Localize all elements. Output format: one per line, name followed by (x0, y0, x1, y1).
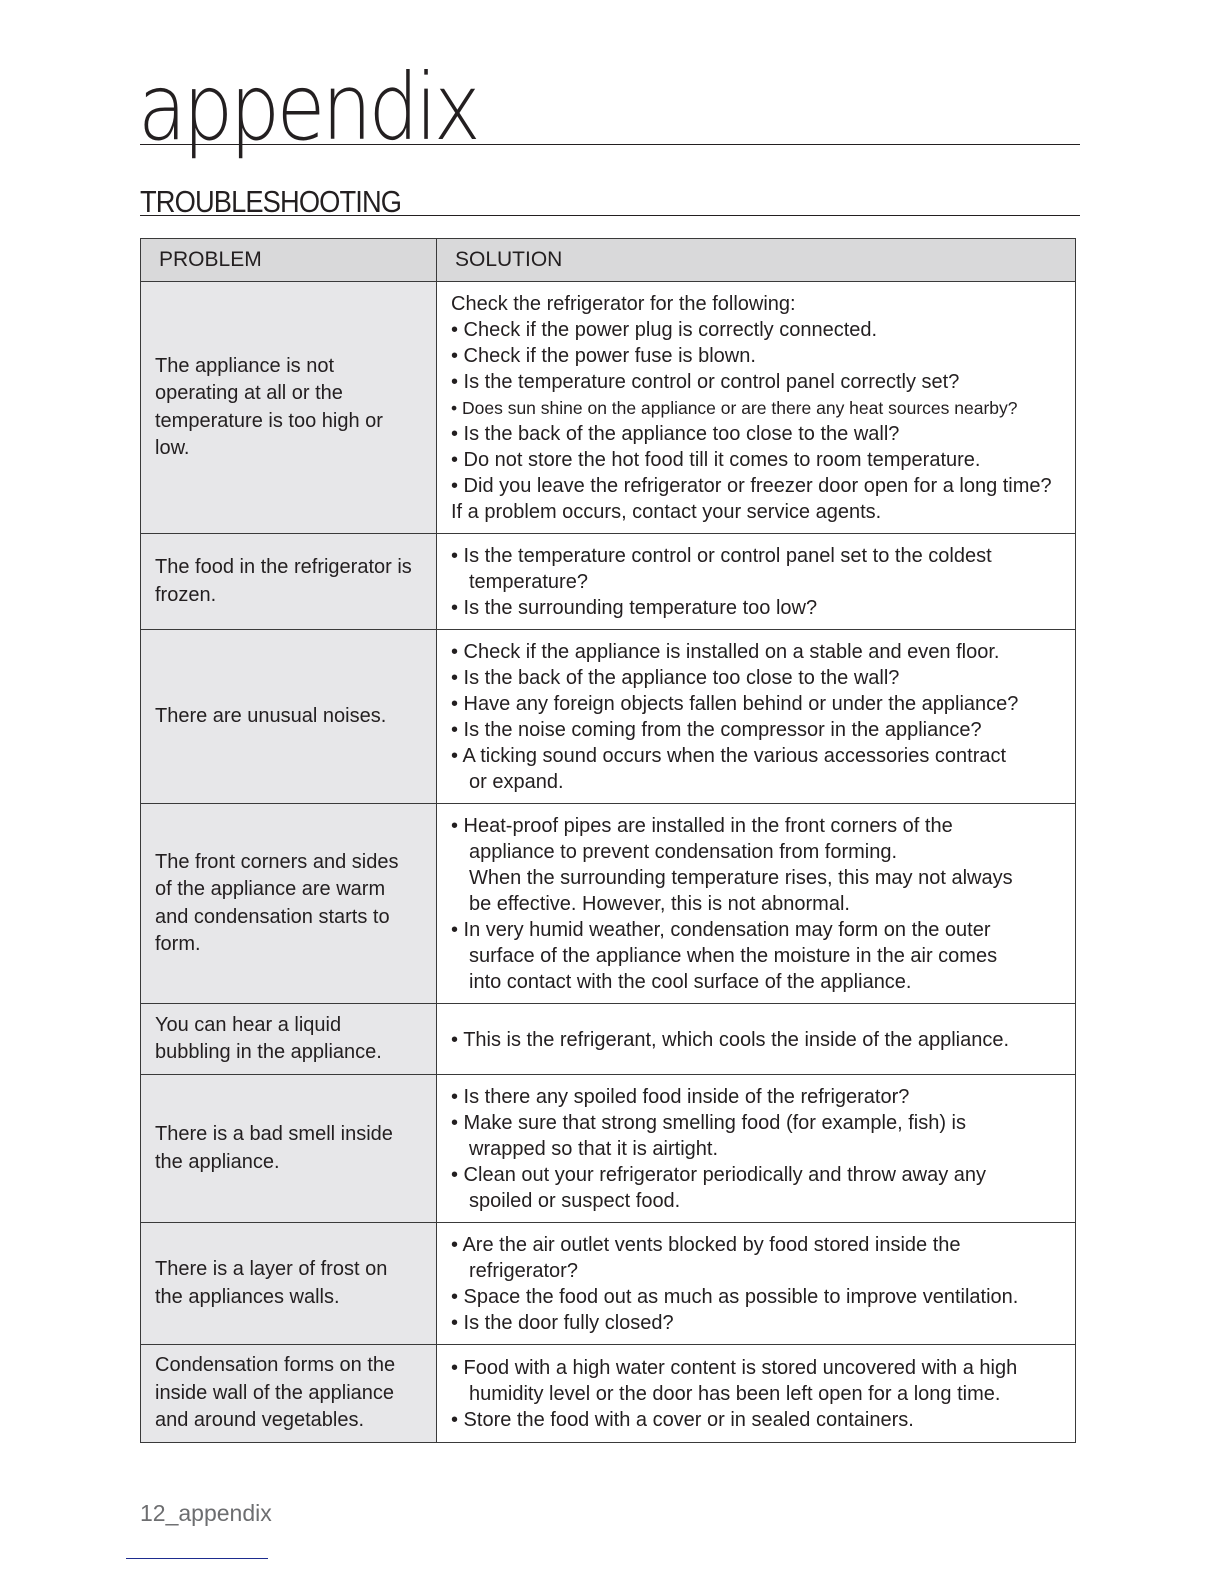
solution-line: • Is there any spoiled food inside of the refrigerator? (451, 1086, 910, 1108)
table-row (141, 282, 1076, 534)
solution-line: • This is the refrigerant, which cools the inside of the appliance. (451, 1028, 1010, 1051)
solution-line: • Is the temperature control or control panel set to the coldest (451, 545, 992, 567)
solution-line: be effective. However, this is not abnormal. (469, 893, 850, 915)
solution-line: • Food with a high water content is stored uncovered with a high (451, 1357, 1018, 1379)
solution-line: • A ticking sound occurs when the various accessories contract (451, 745, 1007, 767)
solution-line: • Is the door fully closed? (451, 1312, 674, 1334)
solution-cell (437, 1075, 1076, 1223)
solution-line: appliance to prevent condensation from forming. (469, 841, 898, 863)
page-footer: 12_appendix (140, 1500, 272, 1526)
solution-cell (437, 630, 1076, 804)
table-row (141, 1223, 1076, 1345)
table-row (141, 1004, 1076, 1075)
solution-cell (437, 1004, 1076, 1075)
solution-line: When the surrounding temperature rises, this may not always (469, 867, 1013, 889)
solution-line: • Does sun shine on the appliance or are there any heat sources nearby? (451, 398, 1018, 418)
solution-line: Check the refrigerator for the following: (451, 293, 796, 315)
solution-line: • Check if the power plug is correctly connected. (451, 319, 878, 341)
problem-cell: There is a bad smell inside the appliance. (141, 1075, 437, 1223)
solution-cell (437, 282, 1076, 534)
problem-cell: The food in the refrigerator is frozen. (141, 534, 437, 630)
column-header-problem: PROBLEM (141, 239, 437, 282)
chapter-title: appendix (138, 54, 478, 161)
solution-line: • Have any foreign objects fallen behind or under the appliance? (451, 693, 1019, 715)
chapter-title-rule (140, 144, 1080, 145)
table-row (141, 804, 1076, 1004)
solution-line: • Store the food with a cover or in sealed containers. (451, 1409, 914, 1431)
problem-cell: The appliance is not operating at all or the temperature is too high or low. (141, 282, 437, 534)
solution-line: • Did you leave the refrigerator or freezer door open for a long time? (451, 475, 1052, 497)
solution-line: wrapped so that it is airtight. (469, 1138, 719, 1160)
solution-line: • Is the surrounding temperature too low? (451, 597, 818, 619)
problem-cell: You can hear a liquid bubbling in the appliance. (141, 1004, 437, 1075)
solution-cell (437, 534, 1076, 630)
problem-cell: There is a layer of frost on the appliances walls. (141, 1223, 437, 1345)
solution-cell (437, 1345, 1076, 1443)
solution-cell (437, 804, 1076, 1004)
solution-line: • Clean out your refrigerator periodically and throw away any (451, 1164, 987, 1186)
table-row (141, 1075, 1076, 1223)
solution-line: • In very humid weather, condensation may form on the outer (451, 919, 991, 941)
solution-line: • Is the back of the appliance too close to the wall? (451, 423, 900, 445)
footer-link-underline (126, 1558, 268, 1559)
solution-line: • Do not store the hot food till it comes to room temperature. (451, 449, 981, 471)
table-row (141, 1345, 1076, 1443)
problem-cell: There are unusual noises. (141, 630, 437, 804)
problem-cell: Condensation forms on the inside wall of the appliance and around vegetables. (141, 1345, 437, 1443)
section-title-rule (140, 215, 1080, 216)
solution-line: • Is the noise coming from the compressor in the appliance? (451, 719, 982, 741)
solution-line: • Is the back of the appliance too close to the wall? (451, 667, 900, 689)
solution-line: into contact with the cool surface of the appliance. (469, 971, 912, 993)
solution-line: If a problem occurs, contact your service agents. (451, 501, 882, 523)
solution-line: humidity level or the door has been left open for a long time. (469, 1383, 1001, 1405)
solution-line: • Make sure that strong smelling food (for example, fish) is (451, 1112, 966, 1134)
solution-line: • Is the temperature control or control panel correctly set? (451, 371, 960, 393)
solution-line: • Check if the appliance is installed on a stable and even floor. (451, 641, 1000, 663)
column-header-solution: SOLUTION (437, 239, 1076, 282)
troubleshooting-table (140, 238, 1076, 1443)
solution-line: refrigerator? (469, 1260, 578, 1282)
solution-line: • Are the air outlet vents blocked by food stored inside the (451, 1234, 961, 1256)
table-row (141, 630, 1076, 804)
solution-line: • Heat-proof pipes are installed in the front corners of the (451, 815, 953, 837)
table-header-row (141, 239, 1076, 282)
solution-line: or expand. (469, 771, 564, 793)
table-row (141, 534, 1076, 630)
solution-line: • Space the food out as much as possible to improve ventilation. (451, 1286, 1019, 1308)
solution-line: surface of the appliance when the moisture in the air comes (469, 945, 998, 967)
problem-cell: The front corners and sides of the appliance are warm and condensation starts to form. (141, 804, 437, 1004)
solution-line: • Check if the power fuse is blown. (451, 345, 756, 367)
solution-cell (437, 1223, 1076, 1345)
solution-line: spoiled or suspect food. (469, 1190, 681, 1212)
solution-line: temperature? (469, 571, 588, 593)
section-title: TROUBLESHOOTING (140, 184, 402, 219)
